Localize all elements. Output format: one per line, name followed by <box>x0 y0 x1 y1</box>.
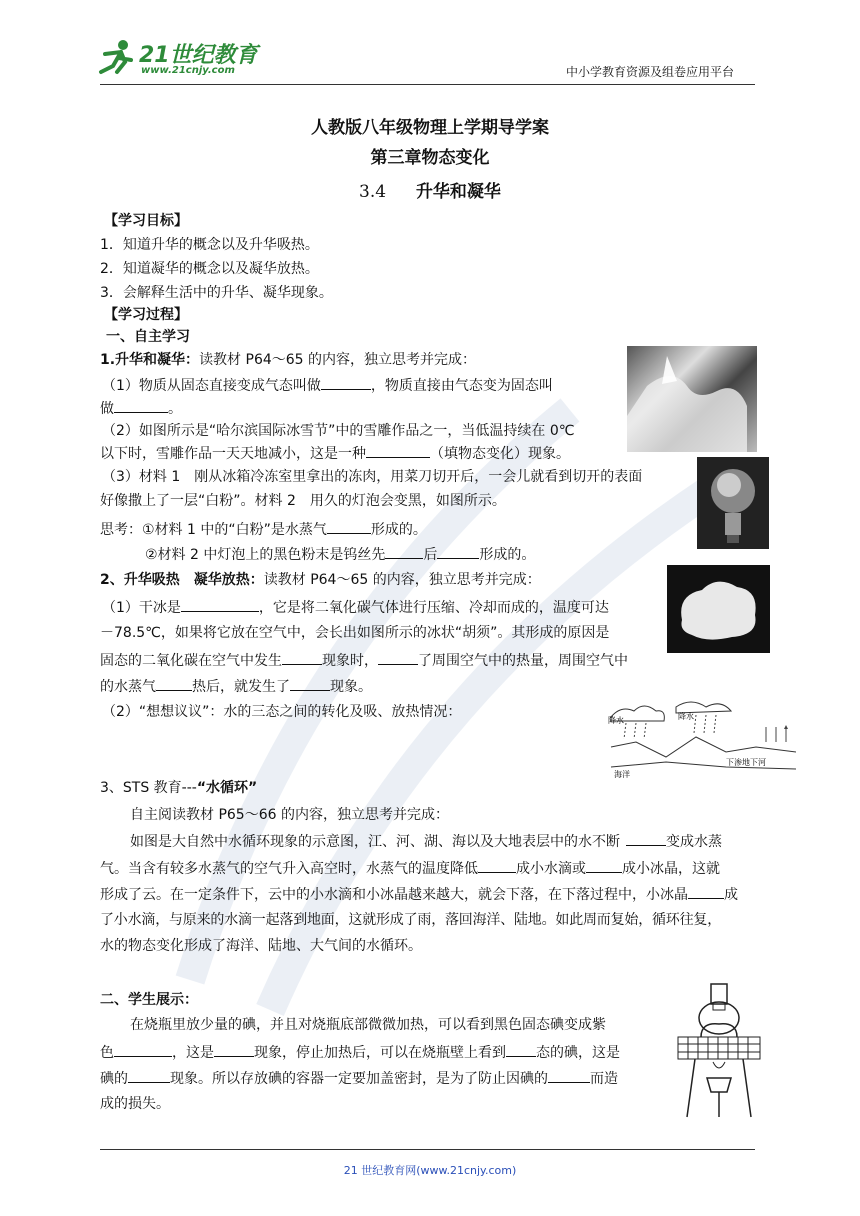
ice-sculpture-photo <box>627 346 757 452</box>
question-1-3: （3）材料 1 刚从冰箱冷冻室里拿出的冻肉，用菜刀切开后，一会儿就看到切开的表面 <box>102 469 643 485</box>
objective-item: 1．知道升华的概念以及升华吸热。 <box>100 237 319 253</box>
think-2: ②材料 2 中灯泡上的黑色粉末是钨丝先 后 形成的。 <box>145 544 535 565</box>
question-1-2-cont: 以下时，雪雕作品一天天地减小，这是一种 （填物态变化）现象。 <box>100 443 570 464</box>
think-1: 思考：①材料 1 中的“白粉”是水蒸气 形成的。 <box>100 519 427 540</box>
question-3-heading: 3、STS 教育---“水循环” <box>100 780 258 796</box>
objectives-heading: 【学习目标】 <box>104 213 188 229</box>
question-1-heading: 1.升华和凝华：读教材 P64～65 的内容，独立思考并完成： <box>100 352 477 368</box>
dry-ice-photo <box>667 565 770 653</box>
iodine-flask-apparatus <box>673 982 765 1122</box>
diagram-label-rain-left: 降水 <box>608 716 624 725</box>
question-2-1: （1）干冰是 ，它是将二氧化碳气体进行压缩、冷却而成的，温度可达 <box>102 597 609 618</box>
q3-paragraph-line4: 了小水滴，与原来的水滴一起落到地面，这就形成了雨，落回海洋、陆地。如此周而复始，循环往复， <box>100 912 721 928</box>
title-line1: 人教版八年级物理上学期导学案 <box>311 118 549 138</box>
q3-paragraph-line2: 气。当含有较多水蒸气的空气升入高空时，水蒸气的温度降低 成小水滴或 成小冰晶，这就 <box>100 858 720 879</box>
title-line2: 第三章物态变化 <box>370 148 490 168</box>
section-number: 3.4 <box>359 182 387 202</box>
question-3-intro: 自主阅读教材 P65～66 的内容，独立思考并完成： <box>130 807 449 823</box>
header-right-text: 中小学教育资源及组卷应用平台 <box>566 65 735 79</box>
section-self-study: 一、自主学习 <box>106 329 190 345</box>
footer-text: 21 世纪教育网(www.21cnjy.com) <box>343 1164 517 1177</box>
process-heading: 【学习过程】 <box>104 307 188 323</box>
dry-ice-icon <box>667 565 770 653</box>
ice-sculpture-icon <box>627 346 757 452</box>
diagram-label-ground: 下渗地下河 <box>726 758 766 767</box>
title-line3 <box>0 177 860 202</box>
diagram-label-rain-right: 降水 <box>678 712 694 721</box>
question-2-1-cont3: 的水蒸气 热后，就发生了 现象。 <box>100 676 372 697</box>
footer-divider <box>100 1149 755 1150</box>
objective-item: 3．会解释生活中的升华、凝华现象。 <box>100 285 333 301</box>
question-1-1: （1）物质从固态直接变成气态叫做 ，物质直接由气态变为固态叫 <box>102 375 553 396</box>
logo-text: 21世纪教育 <box>139 43 258 68</box>
logo-url: www.21cnjy.com <box>141 65 235 76</box>
question-2-heading: 2、升华吸热 凝华放热：读教材 P64～65 的内容，独立思考并完成： <box>100 572 541 588</box>
header-divider <box>100 84 755 85</box>
display-heading: 二、学生展示： <box>100 992 198 1008</box>
question-2-1-cont2: 固态的二氧化碳在空气中发生 现象时， 了周围空气中的热量，周围空气中 <box>100 650 628 671</box>
light-bulb-photo <box>697 457 769 549</box>
question-1-1-cont: 做 。 <box>100 398 182 419</box>
runner-logo-icon <box>95 38 135 78</box>
diagram-label-sea: 海洋 <box>614 770 630 779</box>
section-title: 升华和凝华 <box>415 182 501 202</box>
display-line1: 在烧瓶里放少量的碘，并且对烧瓶底部微微加热，可以看到黑色固态碘变成紫 <box>130 1017 606 1033</box>
water-cycle-diagram <box>606 697 796 787</box>
light-bulb-icon <box>697 457 769 549</box>
question-1-2: （2）如图所示是“哈尔滨国际冰雪节”中的雪雕作品之一，当低温持续在 0℃ <box>102 423 575 439</box>
display-line4: 成的损失。 <box>100 1096 170 1112</box>
question-2-1-cont: －78.5℃，如果将它放在空气中，会长出如图所示的冰状“胡须”。其形成的原因是 <box>100 625 610 641</box>
logo <box>95 34 265 82</box>
objective-item: 2．知道凝华的概念以及凝华放热。 <box>100 261 319 277</box>
q3-paragraph-line1: 如图是大自然中水循环现象的示意图，江、河、湖、海以及大地表层中的水不断 变成水蒸 <box>130 831 722 852</box>
q3-paragraph-line3: 形成了云。在一定条件下，云中的小水滴和小冰晶越来越大，就会下落，在下落过程中，小冰晶 成 <box>100 884 738 905</box>
question-2-2: （2）“想想议议”：水的三态之间的转化及吸、放热情况： <box>102 704 462 720</box>
display-line3: 碘的 现象。所以存放碘的容器一定要加盖密封，是为了防止因碘的 而造 <box>100 1068 618 1089</box>
q3-paragraph-line5: 水的物态变化形成了海洋、陆地、大气间的水循环。 <box>100 938 422 954</box>
question-1-3-cont: 好像撒上了一层“白粉”。材料 2 用久的灯泡会变黑，如图所示。 <box>100 493 506 509</box>
display-line2: 色 ，这是 现象，停止加热后，可以在烧瓶壁上看到 态的碘，这是 <box>100 1042 620 1063</box>
